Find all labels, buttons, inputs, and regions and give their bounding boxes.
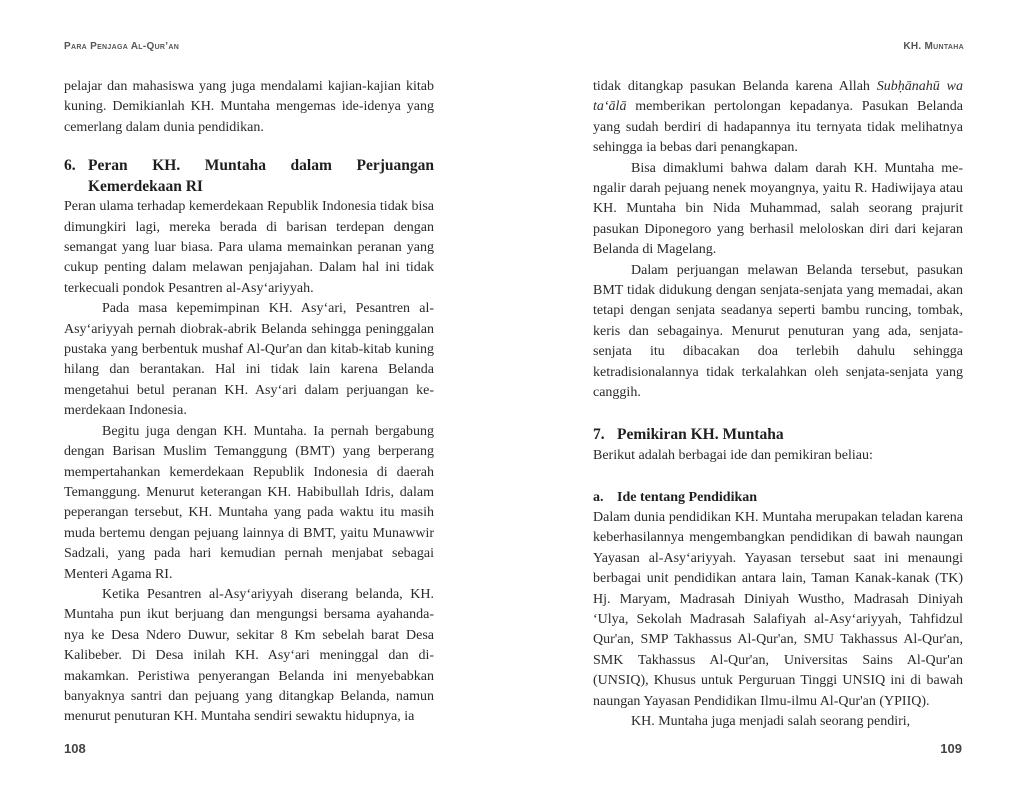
running-head-chapter-title: KH. Muntaha — [903, 41, 964, 52]
paragraph: Peran ulama terhadap kemerdekaan Republik Indonesia tidak bisa dimungkiri lagi, mereka berada di barisan terdepan dengan semangat yang luar biasa. Para ulama memainkan peranan yang cukup penting dalam melawan penjajahan. Dalam hal ini tidak terkecuali pondok Pesantren al-Asy‘ariyyah. — [64, 199, 434, 296]
paragraph: Begitu juga dengan KH. Muntaha. Ia pernah bergabung dengan Barisan Muslim Temanggung (BMT) yang berperang mempertahankan kemerdekaan Republik Indonesia di daerah Temanggung. Menurut keterangan KH. Habibullah Idris, dalam peperangan tersebut, KH. Muntaha yang pada waktu itu masih muda bertemu dengan pejuang lainnya di BMT, yaitu Munawwir Sadzali, yang pada hari kemudian pernah menjabat sebagai Menteri Agama RI. — [64, 423, 434, 582]
paragraph: Dalam dunia pendidikan KH. Muntaha merupakan teladan karena keberhasilannya mengembangkan pendidikan di bawah naungan Yayasan al-Asy‘ariyyah. Yayasan tersebut saat ini menaungi berbagai unit pendidikan antara lain, Taman Kanak-kanak (TK) Hj. Maryam, Madrasah Diniyah Wustho, Madrasah Diniyah ‘Ulya, Sekolah Madrasah Salafiyah al-Asy‘ariyyah, Tahfidzul Qur'an, SMP Takhassus Al-Qur'an, SMU Takhassus Al-Qur'an, SMK Takhassus Al-Qur'an, Universitas Sains Al-Qur'an (UNSIQ), Khusus untuk Perguruan Tinggi UNSIQ ini di bawah naungan Yayasan Pendidikan Ilmu-ilmu Al-Qur'an (YPIIQ). — [593, 509, 963, 709]
section-title: Peran KH. Muntaha dalam Perjuangan Kemerdekaan RI — [88, 157, 434, 196]
paragraph: Dalam perjuangan melawan Belanda tersebut, pasukan BMT tidak didukung dengan senjata-senjata yang memadai, akan tetapi dengan senjata seadanya seperti bambu runcing, tombak, keris dan sebagainya. Menurut penuturan yang ada, senjata-senjata itu dibacakan doa terlebih dahulu sehingga ketradisionalannya tidak terkalahkan oleh senjata-senjata yang canggih. — [593, 262, 963, 401]
subsection-title: Ide tentang Pendidikan — [617, 489, 758, 505]
left-page-body — [64, 77, 434, 728]
paragraph: KH. Muntaha juga menjadi salah seorang pendiri, — [631, 713, 911, 729]
text-run: tidak ditangkap pasukan Belanda karena Allah — [593, 79, 877, 94]
section-title: Pemikiran KH. Muntaha — [617, 425, 784, 443]
right-page-body — [593, 77, 963, 732]
continued-paragraph: pelajar dan mahasiswa yang juga mendalami kajian-kajian kitab kuning. Demikianlah KH. Muntaha mengemas ide-idenya yang cemerlang dalam dunia pendidikan. — [64, 79, 434, 135]
subsection-heading-a — [593, 487, 963, 508]
right-page — [512, 0, 1024, 790]
subsection-letter: a. — [593, 489, 604, 505]
running-head-book-title: Para Penjaga Al-Qur’an — [64, 41, 180, 52]
section-number: 7. — [593, 425, 605, 443]
page-number: 109 — [940, 741, 962, 756]
paragraph: Ketika Pesantren al-Asy‘ariyyah diserang belanda, KH. Muntaha pun ikut berjuang dan mengungsi bersama ayahanda-nya ke Desa Ndero Duwur, sekitar 8 Km sebelah barat Desa Kalibeber. Di Desa inilah KH. Asy‘ari meninggal dan di-makamkan. Peristiwa penyerangan Belanda ini menyebabkan banyaknya santri dan pejuang yang ditangkap Belanda, namun menurut penuturan KH. Muntaha sendiri sewaktu hidupnya, ia — [64, 586, 434, 725]
text-run: memberikan pertolongan kepadanya. Pasukan Belanda yang sudah berdiri di hadapannya itu ternyata tidak melihatnya sehingga ia bebas dari penangkapan. — [593, 99, 963, 156]
section-number: 6. — [64, 157, 76, 175]
italic-phrase: Subḥānahū wa ta‘ālā — [593, 79, 963, 115]
paragraph: Pada masa kepemimpinan KH. Asy‘ari, Pesantren al-Asy‘ariyyah pernah diobrak-abrik Belanda sehingga peninggalan pustaka yang berbentuk mushaf Al-Qur'an dan kitab-kitab kuning hilang dan berantakan. Hal ini tidak lain karena Belanda mengetahui betul peranan KH. Asy‘ari dalam perjuangan ke-merdekaan Indonesia. — [64, 301, 434, 419]
page-number: 108 — [64, 741, 86, 756]
paragraph: Bisa dimaklumi bahwa dalam darah KH. Muntaha me-ngalir darah pejuang nenek moyangnya, yaitu R. Hadiwijaya atau KH. Muntaha bin Nida Muhammad, salah seorang prajurit pasukan Diponegoro yang berhasil meloloskan diri dari kejaran Belanda di Magelang. — [593, 160, 963, 258]
section-heading-7 — [593, 424, 963, 445]
continued-paragraph — [593, 77, 963, 159]
section-heading-6 — [64, 155, 434, 197]
section-intro: Berikut adalah berbagai ide dan pemikiran beliau: — [593, 447, 873, 463]
